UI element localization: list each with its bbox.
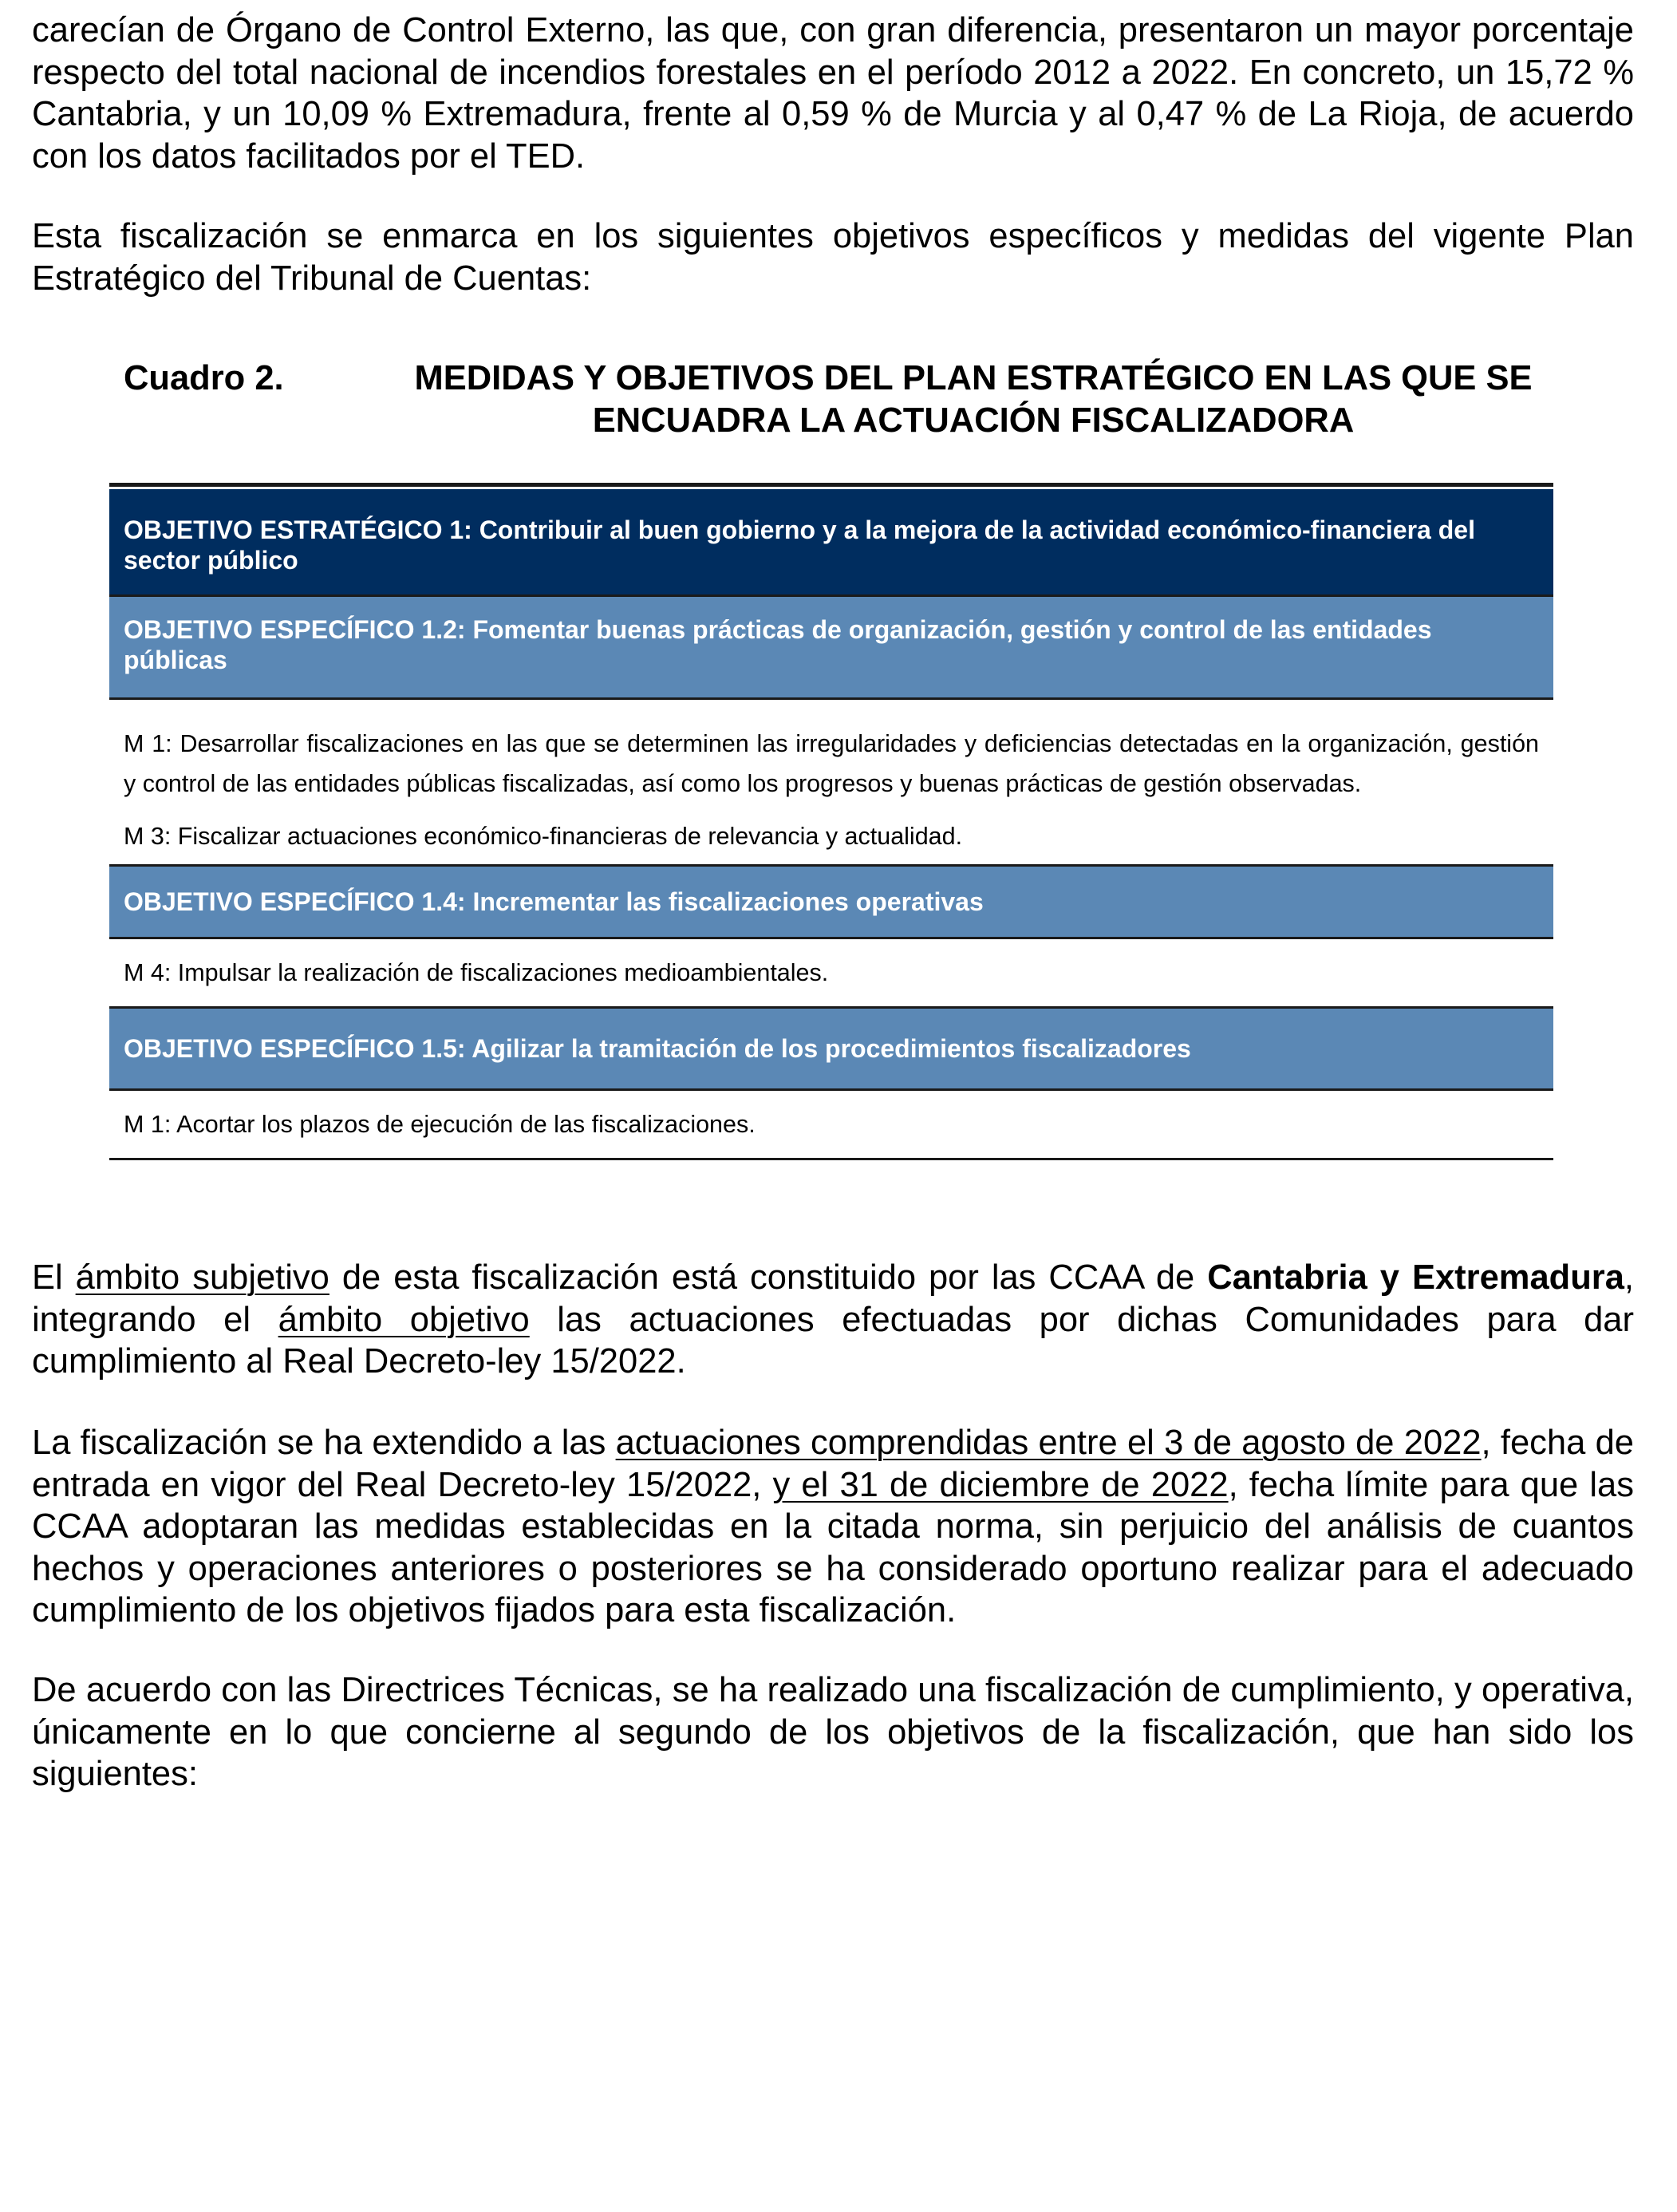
- row-specific-objective-1-2: OBJETIVO ESPECÍFICO 1.2: Fomentar buenas prácticas de organización, gestión y control de las entidades públicas: [109, 597, 1553, 697]
- underline-actuaciones: actuaciones comprendidas entre el 3 de agosto de 2022: [615, 1424, 1482, 1462]
- row-strategic-objective: OBJETIVO ESTRATÉGICO 1: Contribuir al buen gobierno y a la mejora de la actividad económico-financiera del sector público: [109, 487, 1553, 594]
- caption-number: Cuadro 2.: [124, 359, 284, 397]
- caption-title: MEDIDAS Y OBJETIVOS DEL PLAN ESTRATÉGICO EN LAS QUE SE ENCUADRA LA ACTUACIÓN FISCALIZADORA: [414, 359, 1533, 440]
- paragraph-incendios: carecían de Órgano de Control Externo, las que, con gran diferencia, presentaron un mayor porcentaje respecto del total nacional de incendios forestales en el período 2012 a 2022. En concreto, un 15,72 % Cantabria, y un 10,09 % Extremadura, frente al 0,59 % de Murcia y al 0,47 % de La Rioja, de acuerdo con los datos facilitados por el TED.: [32, 11, 1634, 176]
- paragraph-periodo: La fiscalización se ha extendido a las actuaciones comprendidas entre el 3 de agosto de 2022, fecha de entrada en vigor del Real Decreto-ley 15/2022, y el 31 de diciembre de 2022, fecha límite para que las CCAA adoptaran las medidas establecidas en la citada norma, sin perjuicio del análisis de cuantos hechos y operaciones anteriores o posteriores se ha considerado oportuno realizar para el adecuado cumplimiento de los objetivos fijados para esta fiscalización.: [32, 1424, 1635, 1629]
- row-measure-m4: M 4: Impulsar la realización de fiscalizaciones medioambientales.: [124, 959, 829, 986]
- objectives-table: [109, 483, 1553, 1160]
- row-measure-m1: M 1: Desarrollar fiscalizaciones en las que se determinen las irregularidades y deficiencias detectadas en la organización, gestión y control de las entidades públicas fiscalizadas, así como los progresos y buenas prácticas de gestión observadas.: [124, 730, 1539, 797]
- bold-ccaa: Cantabria y Extremadura: [1207, 1258, 1624, 1297]
- row-measure-m3: M 3: Fiscalizar actuaciones económico-financieras de relevancia y actualidad.: [124, 823, 963, 850]
- row-specific-objective-1-4: OBJETIVO ESPECÍFICO 1.4: Incrementar las fiscalizaciones operativas: [109, 867, 1553, 937]
- paragraph-ambito: El ámbito subjetivo de esta fiscalización está constituido por las CCAA de Cantabria y Extremadura, integrando el ámbito objetivo las actuaciones efectuadas por dichas Comunidades para dar cumplimiento al Real Decreto-ley 15/2022.: [32, 1258, 1634, 1381]
- row-specific-objective-1-5: OBJETIVO ESPECÍFICO 1.5: Agilizar la tramitación de los procedimientos fiscalizadores: [109, 1009, 1553, 1088]
- underline-ambito-objetivo: ámbito objetivo: [278, 1300, 530, 1339]
- row-measure-m1-plazos: M 1: Acortar los plazos de ejecución de las fiscalizaciones.: [124, 1111, 756, 1138]
- paragraph-plan-estrategico: Esta fiscalización se enmarca en los siguientes objetivos específicos y medidas del vigente Plan Estratégico del Tribunal de Cuentas:: [32, 217, 1634, 298]
- paragraph-directrices: De acuerdo con las Directrices Técnicas, se ha realizado una fiscalización de cumplimiento, y operativa, únicamente en lo que concierne al segundo de los objetivos de la fiscalización, que han sido los siguientes:: [32, 1671, 1634, 1793]
- underline-fecha-fin: y el 31 de diciembre de 2022: [772, 1465, 1229, 1504]
- underline-ambito-subjetivo: ámbito subjetivo: [75, 1258, 329, 1297]
- table-bottom-rule: [109, 1158, 1553, 1160]
